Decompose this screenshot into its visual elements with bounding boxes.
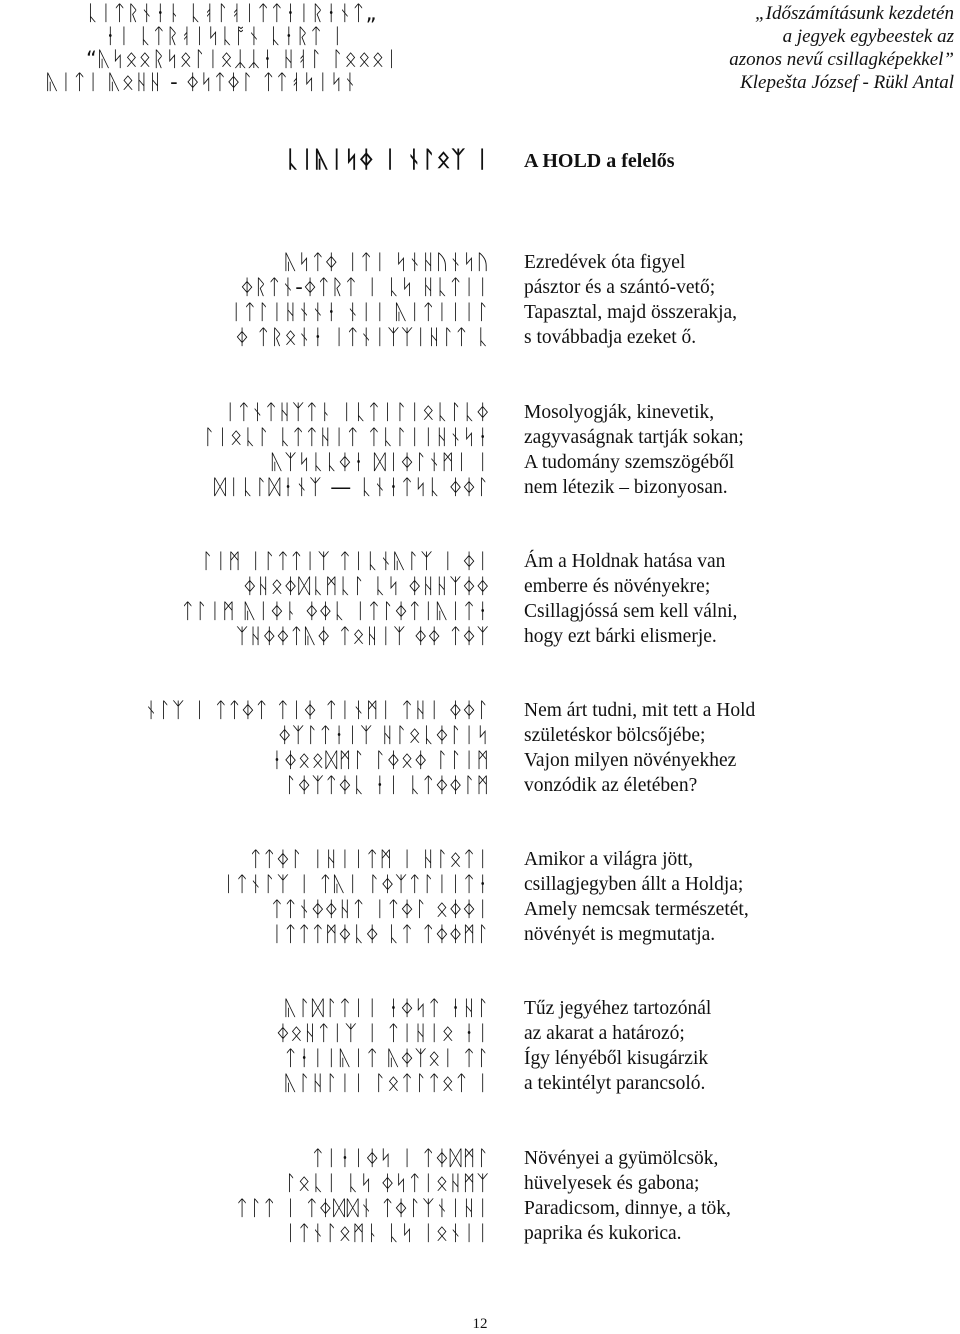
verse-line: Tapasztal, majd összerakja, — [524, 302, 738, 323]
runic-line: ᛏᛏᛄᛚ ᛁᚺᛁᛁᛏᛗ ᛁ ᚺᛚᛟᛏᛁ — [249, 847, 490, 871]
runic-line: ᛁᛏᛏᛏᛗᛄᚳᛄ ᚳᛏ ᛏᛄᛄᛗᛚ — [270, 922, 490, 946]
verse-line: Növényei a gyümölcsök, — [524, 1148, 719, 1169]
stanza-text — [524, 400, 954, 500]
stanza-runic — [0, 698, 490, 798]
verse-line: Csillagjóssá sem kell válni, — [524, 601, 738, 622]
runic-line: ᚣᛉᛋᚳᚳᛄᚽ ᛞᛁᛄᛚᚾᛗᛁ ᛁ — [270, 450, 490, 474]
verse-line: vonzódik az életében? — [524, 775, 698, 796]
verse-line: s továbbadja ezeket ő. — [524, 327, 697, 348]
verse-line: az akarat a határozó; — [524, 1023, 685, 1044]
verse-line: emberre és növényekre; — [524, 576, 711, 597]
stanza-runic — [0, 400, 490, 500]
header-quote — [554, 2, 954, 94]
header-quote-attribution: Klepešta József - Rükl Antal — [740, 72, 954, 93]
runic-line: ᛏᛚᛏ ᛁ ᛏᛄᛞᛞᚾ ᛏᛄᛚᛉᚾᛁᚺᛁ — [235, 1196, 490, 1220]
verse-line: Paradicsom, dinnye, a tök, — [524, 1198, 731, 1219]
runic-line: ᛄᛟᚺᛏᛁᛉ ᛁ ᛏᛁᚺᛁᛟ ᚽᛁ — [276, 1021, 490, 1045]
runic-line: ᛏᛁᚽᛁᛄᛋ ᛁ ᛏᛄᛞᛗᛚ — [311, 1146, 490, 1170]
verse-line: hogy ezt bárki elismerje. — [524, 626, 717, 647]
runic-line: ᚣᛚᚺᛚᛁᛁ ᛚᛟᛏᛚᛏᛟᛏ ᛁ — [284, 1071, 490, 1095]
header-quote-line: azonos nevű csillagképekkel” — [729, 49, 954, 70]
runic-line: ᛞᛁᚳᛚᛞᚽᚾᛉ — ᚳᚾᛂᛏᛋᚳ ᛄᛄᛚ — [213, 475, 490, 499]
verse-line: paprika és kukorica. — [524, 1223, 682, 1244]
verse-line: hüvelyesek és gabona; — [524, 1173, 700, 1194]
verse-line: pásztor és a szántó-vető; — [524, 277, 716, 298]
verse-line: Amely nemcsak természetét, — [524, 899, 749, 920]
verse-line: Tűz jegyéhez tartozónál — [524, 998, 712, 1019]
runic-line: ᛄᚱᛏᚾ-ᛄᛏᚱᛏ ᛁ ᚳᛋ ᚺᚳᛏᛁᛁ — [240, 275, 490, 299]
runic-line: ᛚᛁᛗ ᛁᛚᛏᛏᛁᛉ ᛏᛁᚳᚾᚣᛚᛉ ᛁ ᛄᛁ — [200, 549, 490, 573]
stanza-text — [524, 847, 954, 947]
runic-line: ᛏᛏᚾᛄᛄᚺᛏ ᛁᛏᛄᛚ ᛟᛄᛄᛁ — [270, 897, 490, 921]
verse-line: A tudomány szemszögéből — [524, 452, 735, 473]
verse-line: Ám a Holdnak hatása van — [524, 551, 726, 572]
runic-line: ᛚᛟᚳᛁ ᚳᛋ ᛄᛋᛏᛁᛟᚺᛗᛉ — [284, 1171, 490, 1195]
stanza-text — [524, 1146, 954, 1246]
verse-line: növényét is megmutatja. — [524, 924, 716, 945]
page-title: A HOLD a felelős — [524, 150, 675, 172]
stanza-text — [524, 549, 954, 649]
verse-line: Ezredévek óta figyel — [524, 252, 686, 273]
runic-line: ᛄᛉᛚᛏᚽᛁᛉ ᚺᛚᛟᚳᛄᛚᛁᛋ — [278, 723, 490, 747]
runic-line: ᛚᛄᛉᛏᛄᚳ ᚽᛁ ᚳᛏᛄᛄᛚᛗ — [284, 773, 490, 797]
stanza-text — [524, 250, 954, 350]
verse-line: a tekintélyt parancsoló. — [524, 1073, 706, 1094]
title-runic: ᚳᛁᚣᛁᛋᛄ ᛁ ᚾᛚᛟᛉ ᛁ — [285, 147, 490, 173]
verse-line: Amikor a világra jött, — [524, 849, 693, 870]
stanza-runic — [0, 1146, 490, 1246]
runic-line: ᚽᛄᛟᛟᛞᛗᛚ ᛚᛄᛟᛄ ᛚᛚᛁᛗ — [270, 748, 490, 772]
runic-line: ᛁᛏᚾᛏᚺᛉᛏᚿ ᛁᚳᛏᛁᛚᛁᛟᚳᛚᚳᛄ — [223, 400, 490, 424]
header-runic-line: “ᚣᛋᛟᛟᚱᛋᛟᛚᛁᛟᛣᛣᚽ ᚺᚮᛚ ᛚᛟᛟᛟᛁ — [86, 47, 399, 71]
header-runic-block — [46, 1, 399, 94]
runic-line: ᛚᛁᛟᚳᛚ ᚳᛏᛏᚺᛁᛏ ᛏᚳᛚᛁᛁᚺᚾᛋᚽ — [202, 425, 490, 449]
stanza-text — [524, 698, 954, 798]
header-runic-line: ᚽᛁ ᚳᛏᚱᚮᛁᛋᚳᚩᚾ ᚳᛂᚱᛏ ᛁ — [104, 24, 345, 48]
verse-line: Vajon milyen növényekhez — [524, 750, 737, 771]
verse-line: zagyvaságnak tartják sokan; — [524, 427, 744, 448]
runic-line: ᛉᚺᛄᛄᛏᚣᛄ ᛏᛟᚺᛁᛉ ᛄᛄ ᛏᛄᛉ — [235, 624, 490, 648]
verse-line: Nem árt tudni, mit tett a Hold — [524, 700, 756, 721]
verse-line: születéskor bölcsőjébe; — [524, 725, 706, 746]
stanza-runic — [0, 996, 490, 1096]
header-runic-line: ᚳᛁᛏᚱᚾᚽᚿ ᚳᚮᛚᚮᛁᛏᛏᛂᛁᚱᛂᚾᛏ„ — [86, 1, 378, 25]
runic-line: ᛁᛏᛚᛁᚺᚾᚾᛂ ᚾᛁᛁ ᚣᛁᛏᛁᛁᛁᛚ — [229, 300, 490, 324]
runic-line: ᛁᛏᚾᛚᛉ ᛁ ᛏᚣᛁ ᛚᛄᛉᛏᛚᛁᛁᛏᚽ — [222, 872, 490, 896]
runic-line: ᛄ ᛏᚱᛟᚾᚽ ᛁᛏᚾᛁᛉᛉᛁᚺᛚᛏ ᚳ — [235, 325, 490, 349]
runic-line: ᚣᛚᛞᛚᛏᛁᛁ ᚽᛄᛋᛏ ᚽᚺᛚ — [284, 996, 490, 1020]
verse-line: csillagjegyben állt a Holdja; — [524, 874, 744, 895]
runic-line: ᚣᛋᛏᛄ ᛁᛏᛁ ᛋᚾᚺᚢᚾᛋᚢ — [284, 250, 490, 274]
stanza-runic — [0, 250, 490, 350]
stanza-runic — [0, 549, 490, 649]
runic-line: ᛏᚽᛁᛁᚣᛁᛏ ᚣᛄᛉᛟᛁ ᛏᛚ — [284, 1046, 490, 1070]
header-quote-line: a jegyek egybeestek az — [782, 26, 954, 47]
verse-line: nem létezik – bizonyosan. — [524, 477, 728, 498]
stanza-runic — [0, 847, 490, 947]
runic-line: ᛏᛚᛁᛗ ᚣᛁᛄᚿ ᛄᛄᚳ ᛁᛏᛚᛄᛏᛁᚣᛁᛏᚽ — [181, 599, 490, 623]
page-number: 12 — [472, 1316, 488, 1332]
verse-line: Így lényéből kisugárzik — [524, 1048, 709, 1069]
runic-line: ᚾᛚᛉ ᛁ ᛏᛏᛄᛏ ᛏᛁᛄ ᛏᛁᚾᛗᛁ ᛏᚺᛁ ᛄᛄᛚ — [144, 698, 490, 722]
runic-line: ᛄᚺᛟᛄᛞᚳᛗᚳᛚ ᚳᛋ ᛄᚺᚺᛉᛄᛄ — [243, 574, 490, 598]
stanza-text — [524, 996, 954, 1096]
header-runic-line: ᚣᛁᛏᛁ ᚣᛟᚺᚺ - ᛄᛋᛏᛄᛚ ᛏᛏᚮᛋᛁᛋᚾ — [46, 70, 358, 94]
verse-line: Mosolyogják, kinevetik, — [524, 402, 715, 423]
header-quote-line: „Időszámításunk kezdetén — [755, 3, 954, 24]
runic-line: ᛁᛏᚾᛚᛟᛗᚿ ᚳᛋ ᛁᛟᚾᛁᛁ — [284, 1221, 490, 1245]
